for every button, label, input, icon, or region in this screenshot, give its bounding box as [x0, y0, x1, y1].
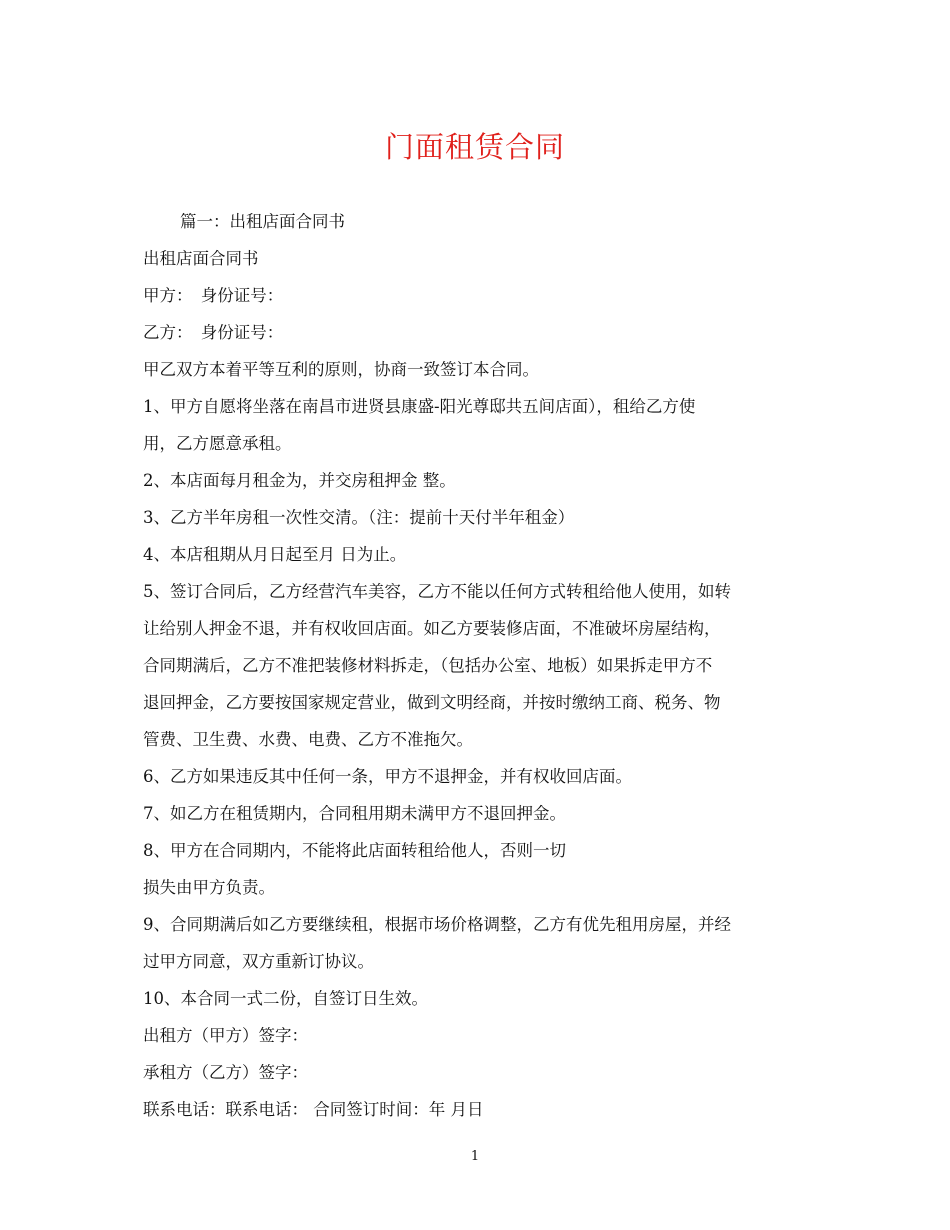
lessee-signature-line: 承租方（乙方）签字： — [143, 1063, 308, 1082]
clause-9-line-1: 9、合同期满后如乙方要继续租，根据市场价格调整，乙方有优先租用房屋，并经 — [143, 915, 731, 934]
clause-5-line-2: 让给别人押金不退，并有权收回店面。如乙方要装修店面，不准破坏房屋结构， — [143, 619, 721, 638]
clause-8-line-1: 8、甲方在合同期内，不能将此店面转租给他人，否则一切 — [143, 841, 566, 860]
document-title: 门面租赁合同 — [384, 130, 565, 164]
clause-1-line-1: 1、甲方自愿将坐落在南昌市进贤县康盛-阳光尊邸共五间店面），租给乙方使 — [143, 397, 696, 416]
clause-5-line-3: 合同期满后，乙方不准把装修材料拆走，（包括办公室、地板）如果拆走甲方不 — [143, 656, 713, 675]
clause-5-line-4: 退回押金，乙方要按国家规定营业，做到文明经商，并按时缴纳工商、税务、物 — [143, 693, 721, 712]
party-b-line: 乙方： 身份证号： — [143, 323, 284, 342]
page-number: 1 — [470, 1149, 480, 1164]
preamble: 甲乙双方本着平等互利的原则，协商一致签订本合同。 — [143, 360, 539, 379]
clause-5-line-1: 5、签订合同后，乙方经营汽车美容，乙方不能以任何方式转租给他人使用，如转 — [143, 582, 731, 601]
clause-10: 10、本合同一式二份，自签订日生效。 — [143, 989, 428, 1008]
clause-5-line-5: 管费、卫生费、水费、电费、乙方不准拖欠。 — [143, 730, 473, 749]
clause-1-line-2: 用，乙方愿意承租。 — [143, 434, 292, 453]
clause-7: 7、如乙方在租赁期内，合同租用期未满甲方不退回押金。 — [143, 804, 566, 823]
clause-4: 4、本店租期从月日起至月 日为止。 — [143, 545, 407, 564]
clause-8-line-2: 损失由甲方负责。 — [143, 878, 275, 897]
clause-9-line-2: 过甲方同意，双方重新订协议。 — [143, 952, 374, 971]
contract-name: 出租店面合同书 — [143, 249, 259, 268]
document-body — [143, 203, 813, 1128]
clause-6: 6、乙方如果违反其中任何一条，甲方不退押金，并有权收回店面。 — [143, 767, 632, 786]
clause-2: 2、本店面每月租金为，并交房租押金 整。 — [143, 471, 456, 490]
clause-3: 3、乙方半年房租一次性交清。（注：提前十天付半年租金） — [143, 508, 575, 527]
lessor-signature-line: 出租方（甲方）签字： — [143, 1026, 308, 1045]
section-heading: 篇一：出租店面合同书 — [180, 212, 345, 231]
party-a-line: 甲方： 身份证号： — [143, 286, 284, 305]
contact-and-date-line: 联系电话：联系电话： 合同签订时间：年 月日 — [143, 1100, 484, 1119]
